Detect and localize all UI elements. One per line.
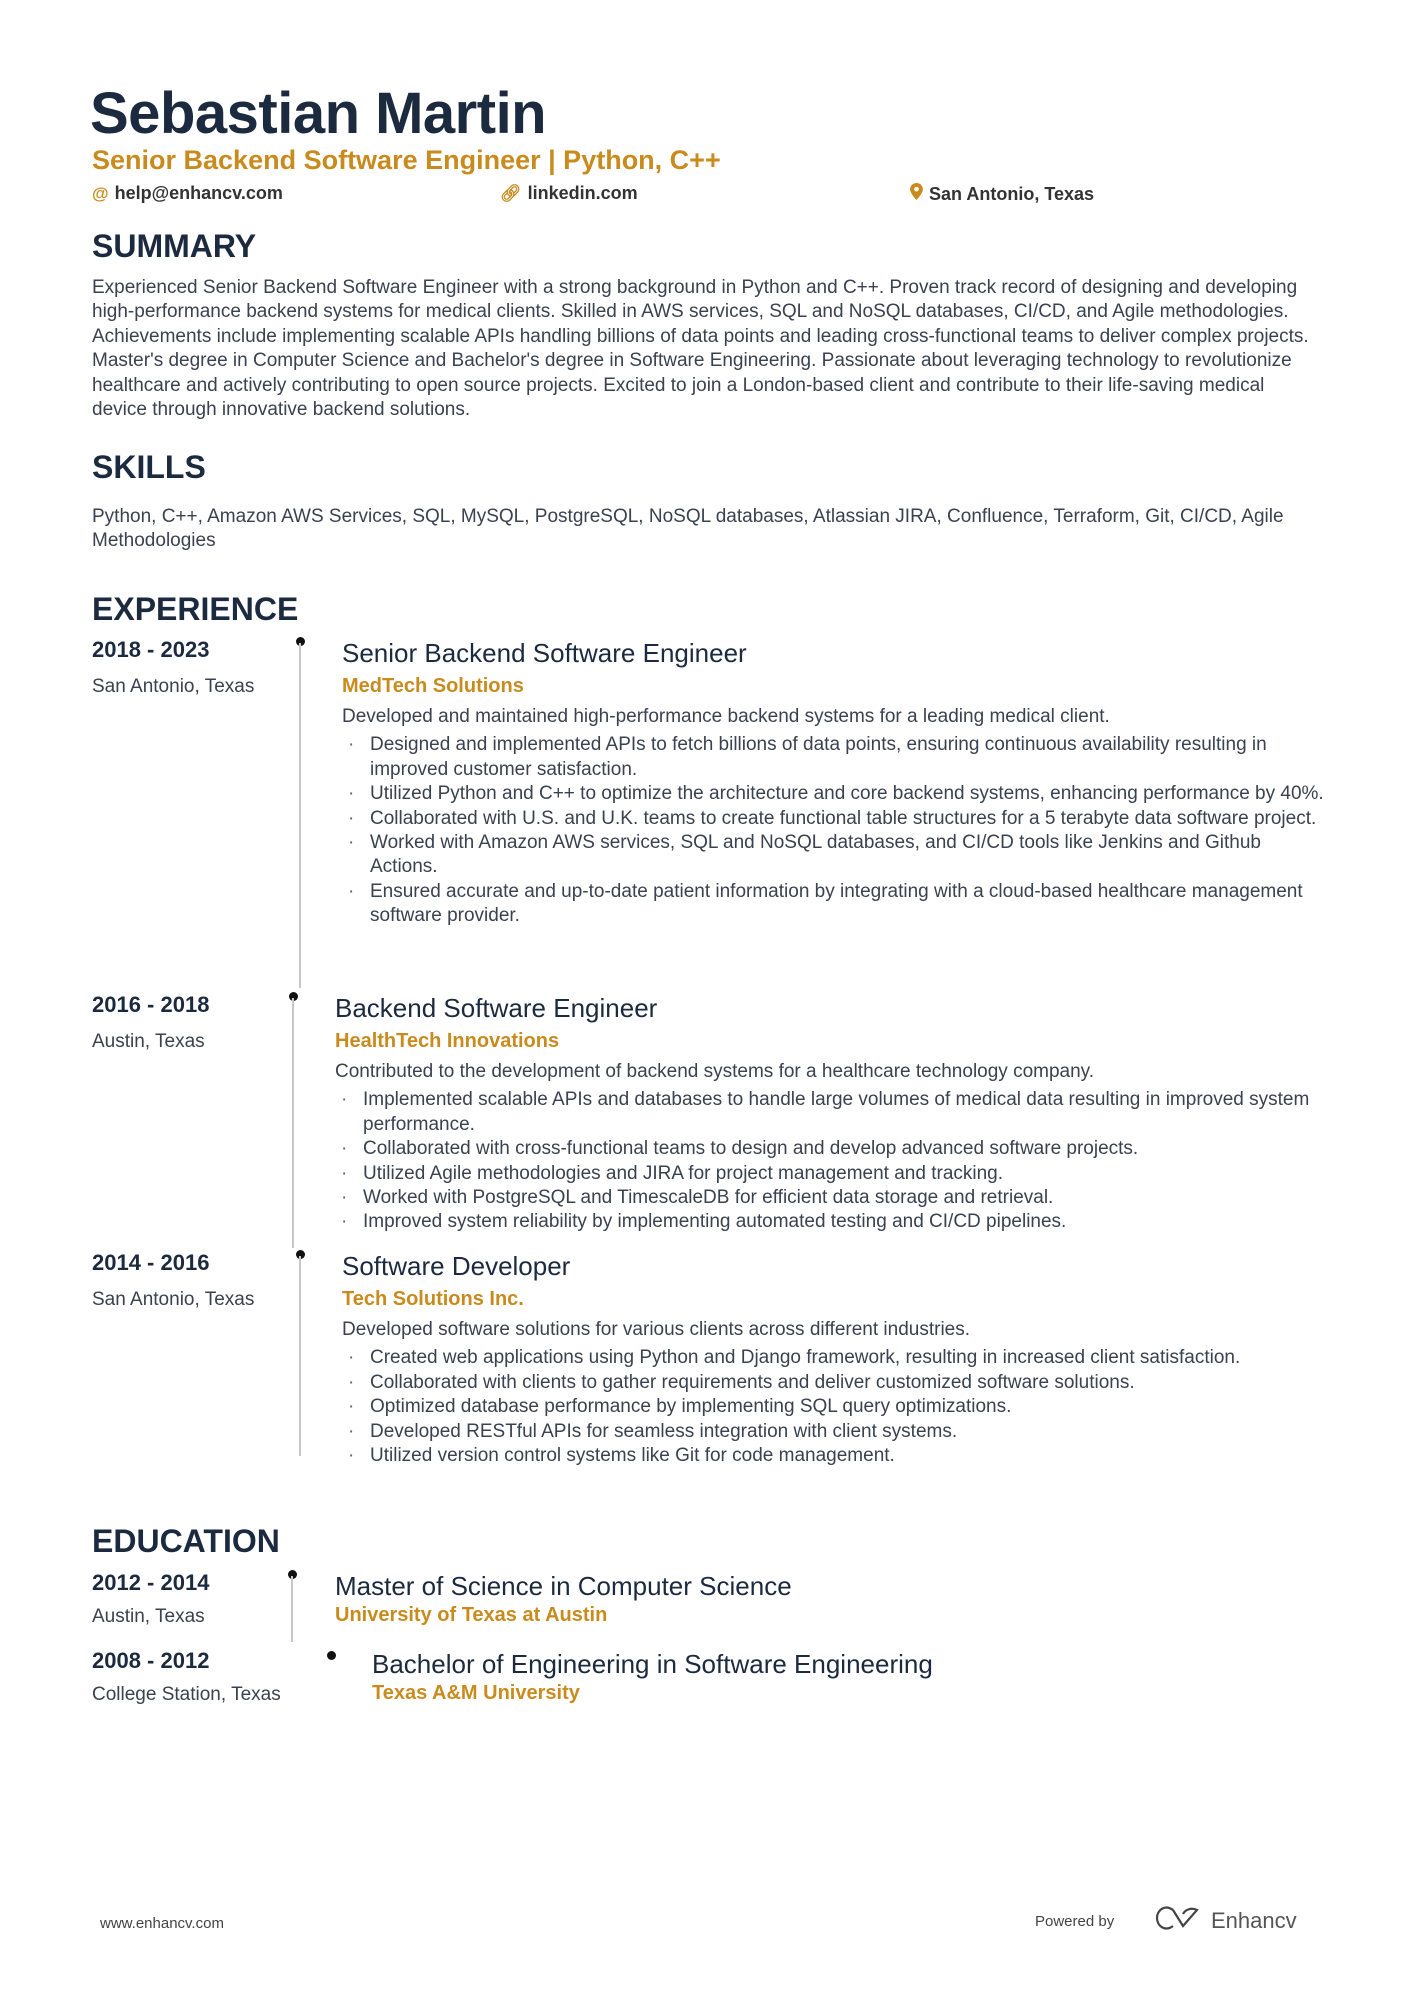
candidate-name: Sebastian Martin	[90, 81, 547, 146]
bullet-item: · Developed RESTful APIs for seamless integration with client systems.	[342, 1420, 1332, 1444]
job-title: Senior Backend Software Engineer	[342, 638, 747, 668]
company-name: MedTech Solutions	[342, 675, 524, 697]
link-icon: 🔗︎	[500, 183, 522, 203]
timeline-line	[299, 643, 301, 988]
school: Texas A&M University	[372, 1682, 580, 1704]
timeline-line	[292, 998, 294, 1248]
candidate-title: Senior Backend Software Engineer | Python, C++	[92, 145, 721, 175]
degree: Master of Science in Computer Science	[335, 1571, 792, 1601]
bullet-item: · Worked with PostgreSQL and TimescaleDB for efficient data storage and retrieval.	[335, 1186, 1332, 1210]
bullet-item: · Created web applications using Python and Django framework, resulting in increased client satisfaction.	[342, 1346, 1332, 1370]
job-location: San Antonio, Texas	[92, 1289, 255, 1310]
job-dates: 2018 - 2023	[92, 637, 210, 662]
enhancv-logo[interactable]	[1155, 1906, 1297, 1936]
bullet-item: · Collaborated with U.S. and U.K. teams to create functional table structures for a 5 terabyte data software project.	[342, 807, 1332, 831]
school: University of Texas at Austin	[335, 1604, 608, 1626]
enhancv-brand-text: Enhancv	[1211, 1908, 1297, 1933]
job-location: Austin, Texas	[92, 1031, 205, 1052]
bullet-item: · Collaborated with cross-functional teams to design and develop advanced software projects.	[335, 1137, 1332, 1161]
footer-website-link[interactable]: www.enhancv.com	[100, 1915, 224, 1932]
bullet-item: · Utilized version control systems like Git for code management.	[342, 1444, 1332, 1468]
summary-text: Experienced Senior Backend Software Engineer with a strong background in Python and C++. Proven track record of designing and developing high-performance backend systems for medical clients. Skilled in AWS services, SQL and NoSQL databases, CI/CD, and Agile methodologies. Achievements include implementing scalable APIs handling billions of data points and leading cross-functional teams to deliver complex projects. Master's degree in Computer Science and Bachelor's degree in Software Engineering. Passionate about leveraging technology to revolutionize healthcare and actively contributing to open source projects. Excited to join a London-based client and contribute to their life-saving medical device through innovative backend solutions.	[92, 277, 1309, 421]
bullet-list	[342, 733, 1332, 928]
job-description: Contributed to the development of backend systems for a healthcare technology company.	[335, 1061, 1095, 1082]
skills-heading: SKILLS	[92, 449, 206, 485]
contact-linkedin[interactable]	[500, 183, 638, 204]
location-pin-icon	[910, 183, 923, 205]
enhancv-logo-icon	[1155, 1906, 1201, 1936]
company-name: Tech Solutions Inc.	[342, 1288, 524, 1310]
bullet-list	[335, 1088, 1332, 1234]
bullet-item: · Utilized Agile methodologies and JIRA for project management and tracking.	[335, 1162, 1332, 1186]
skills-text: Python, C++, Amazon AWS Services, SQL, MySQL, PostgreSQL, NoSQL databases, Atlassian JIRA, Confluence, Terraform, Git, CI/CD, Agile Methodologies	[92, 506, 1284, 552]
email-text: help@enhancv.com	[114, 183, 283, 203]
timeline-line	[299, 1256, 301, 1456]
job-description: Developed and maintained high-performance backend systems for a leading medical client.	[342, 706, 1110, 727]
job-dates: 2014 - 2016	[92, 1250, 210, 1275]
contact-location	[910, 183, 1094, 205]
location-text: San Antonio, Texas	[929, 183, 1095, 204]
job-description: Developed software solutions for various clients across different industries.	[342, 1319, 971, 1340]
company-name: HealthTech Innovations	[335, 1030, 560, 1052]
linkedin-text: linkedin.com	[527, 183, 638, 203]
bullet-item: · Optimized database performance by implementing SQL query optimizations.	[342, 1395, 1332, 1419]
experience-heading: EXPERIENCE	[92, 591, 299, 627]
bullet-item: · Improved system reliability by implementing automated testing and CI/CD pipelines.	[335, 1210, 1332, 1234]
job-location: San Antonio, Texas	[92, 676, 255, 697]
bullet-item: · Ensured accurate and up-to-date patient information by integrating with a cloud-based healthcare management software provider.	[342, 880, 1332, 929]
education-location: Austin, Texas	[92, 1606, 205, 1627]
degree: Bachelor of Engineering in Software Engineering	[372, 1649, 933, 1679]
powered-by-label: Powered by	[1035, 1913, 1115, 1930]
education-heading: EDUCATION	[92, 1523, 280, 1559]
bullet-item: · Worked with Amazon AWS services, SQL and NoSQL databases, and CI/CD tools like Jenkins and Github Actions.	[342, 831, 1332, 880]
education-location: College Station, Texas	[92, 1684, 281, 1705]
contact-email[interactable]	[92, 183, 283, 204]
education-dates: 2012 - 2014	[92, 1570, 210, 1595]
job-title: Backend Software Engineer	[335, 993, 658, 1023]
bullet-item: · Utilized Python and C++ to optimize the architecture and core backend systems, enhancing performance by 40%.	[342, 782, 1332, 806]
timeline-dot	[327, 1651, 336, 1660]
education-dates: 2008 - 2012	[92, 1648, 210, 1673]
bullet-item: · Designed and implemented APIs to fetch billions of data points, ensuring continuous availability resulting in improved customer satisfaction.	[342, 733, 1332, 782]
job-title: Software Developer	[342, 1251, 571, 1281]
at-icon: @	[92, 183, 109, 203]
bullet-list	[342, 1346, 1332, 1468]
job-dates: 2016 - 2018	[92, 992, 210, 1017]
bullet-item: · Implemented scalable APIs and databases to handle large volumes of medical data resulting in improved system performance.	[335, 1088, 1332, 1137]
summary-heading: SUMMARY	[92, 228, 257, 264]
bullet-item: · Collaborated with clients to gather requirements and deliver customized software solutions.	[342, 1371, 1332, 1395]
timeline-line	[291, 1576, 293, 1642]
